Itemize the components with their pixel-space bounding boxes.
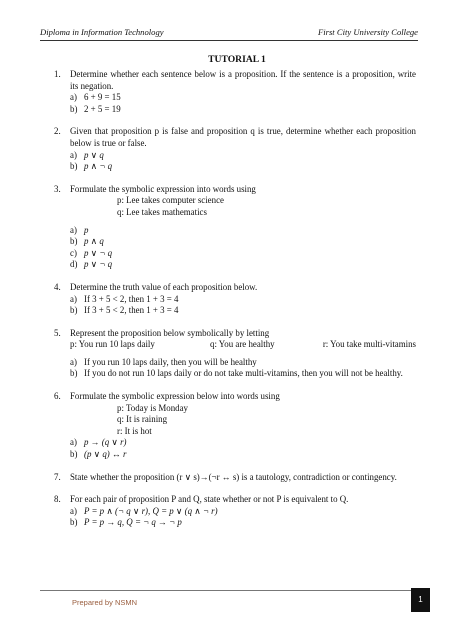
option-label: c) — [70, 247, 77, 258]
option-text: If 3 + 5 < 2, then 1 + 3 = 4 — [84, 305, 179, 316]
option-text: p → (q ∨ r) — [84, 437, 127, 448]
footer-prepared-by: Prepared by NSMN — [72, 598, 138, 607]
definition-p: p: You run 10 laps daily — [70, 339, 155, 350]
option-a — [70, 437, 416, 449]
option-label: b) — [70, 103, 78, 114]
question-number: 5. — [54, 327, 61, 338]
option-label: b) — [70, 517, 78, 528]
question-number: 3. — [54, 183, 61, 194]
option-a — [70, 294, 416, 306]
option-b — [70, 161, 416, 173]
definitions-row — [70, 339, 416, 351]
header-institution: First City University College — [317, 27, 418, 37]
question-number: 7. — [54, 471, 61, 482]
question-3 — [54, 184, 416, 271]
header-divider — [40, 40, 418, 41]
question-text: Represent the proposition below symbolically by letting — [70, 327, 270, 338]
page-title: TUTORIAL 1 — [208, 54, 266, 65]
option-b — [70, 368, 416, 380]
option-b — [70, 449, 416, 461]
option-b — [70, 104, 416, 116]
question-1 — [54, 69, 416, 115]
question-6 — [54, 391, 416, 461]
definition-q: q: You are healthy — [210, 339, 275, 350]
question-text: Formulate the symbolic expression below into words using — [70, 391, 280, 402]
option-label: a) — [70, 437, 77, 448]
option-label: a) — [70, 92, 77, 103]
option-text: p — [84, 224, 89, 235]
option-label: d) — [70, 259, 78, 270]
option-text: P = p → q, Q = ¬ q → ¬ p — [84, 517, 182, 528]
definition-r: r: It is hot — [117, 425, 152, 436]
question-2 — [54, 126, 416, 172]
question-number: 2. — [54, 126, 61, 137]
option-a — [70, 150, 416, 162]
question-7 — [54, 472, 416, 484]
option-a — [70, 357, 416, 369]
question-text: Determine whether each sentence below is a proposition. If the sentence is a proposition, write its negation. — [70, 69, 416, 91]
option-label: b) — [70, 161, 78, 172]
option-b — [70, 305, 416, 317]
option-text: 6 + 9 = 15 — [84, 92, 121, 103]
question-5 — [54, 328, 416, 380]
option-a — [70, 225, 416, 237]
question-number: 8. — [54, 494, 61, 505]
option-label: b) — [70, 236, 78, 247]
option-d — [70, 259, 416, 271]
option-text: p ∨ ¬ q — [84, 247, 113, 258]
option-text: p ∧ q — [84, 236, 104, 247]
option-text: p ∨ q — [84, 149, 104, 160]
definition-p: p: Today is Monday — [117, 402, 188, 413]
option-a — [70, 506, 416, 518]
option-text: p ∧ ¬ q — [84, 161, 113, 172]
question-text: State whether the proposition (r ∨ s)→(¬r ↔ s) is a tautology, contradiction or contingency. — [70, 471, 397, 482]
option-text: 2 + 5 = 19 — [84, 103, 121, 114]
footer-divider — [40, 590, 418, 591]
option-b — [70, 236, 416, 248]
question-number: 1. — [54, 69, 61, 79]
option-label: b) — [70, 449, 78, 460]
header-course: Diploma in Information Technology — [40, 27, 164, 37]
option-text: If you run 10 laps daily, then you will be healthy — [84, 356, 257, 367]
option-label: b) — [70, 368, 78, 379]
definition-r: r: You take multi-vitamins — [322, 339, 416, 350]
question-text: Determine the truth value of each proposition below. — [70, 281, 258, 292]
question-4 — [54, 282, 416, 317]
question-text: For each pair of proposition P and Q, state whether or not P is equivalent to Q. — [70, 494, 349, 505]
option-label: b) — [70, 305, 78, 316]
option-c — [70, 248, 416, 260]
option-label: a) — [70, 293, 77, 304]
option-label: a) — [70, 356, 77, 367]
option-label: a) — [70, 149, 77, 160]
page-number: 1 — [411, 588, 430, 612]
option-b — [70, 517, 416, 529]
tutorial-content — [54, 69, 416, 540]
question-number: 4. — [54, 281, 61, 292]
option-label: a) — [70, 505, 77, 516]
option-text: If 3 + 5 < 2, then 1 + 3 = 4 — [84, 293, 179, 304]
option-a — [70, 92, 416, 104]
option-label: a) — [70, 224, 77, 235]
definition-q: q: Lee takes mathematics — [117, 206, 207, 217]
option-text: P = p ∧ (¬ q ∨ r), Q = p ∨ (q ∧ ¬ r) — [84, 505, 218, 516]
question-text: Given that proposition p is false and proposition q is true, determine whether each proposition below is true or false. — [70, 126, 416, 148]
definition-p: p: Lee takes computer science — [117, 195, 224, 206]
definition-q: q: It is raining — [117, 414, 168, 425]
question-8 — [54, 494, 416, 529]
question-number: 6. — [54, 391, 61, 402]
option-text: (p ∨ q) ↔ r — [84, 449, 127, 460]
option-text: p ∨ ¬ q — [84, 259, 113, 270]
option-text: If you do not run 10 laps daily or do not take multi-vitamins, then you will not be healthy. — [84, 368, 403, 379]
question-text: Formulate the symbolic expression into words using — [70, 183, 256, 194]
